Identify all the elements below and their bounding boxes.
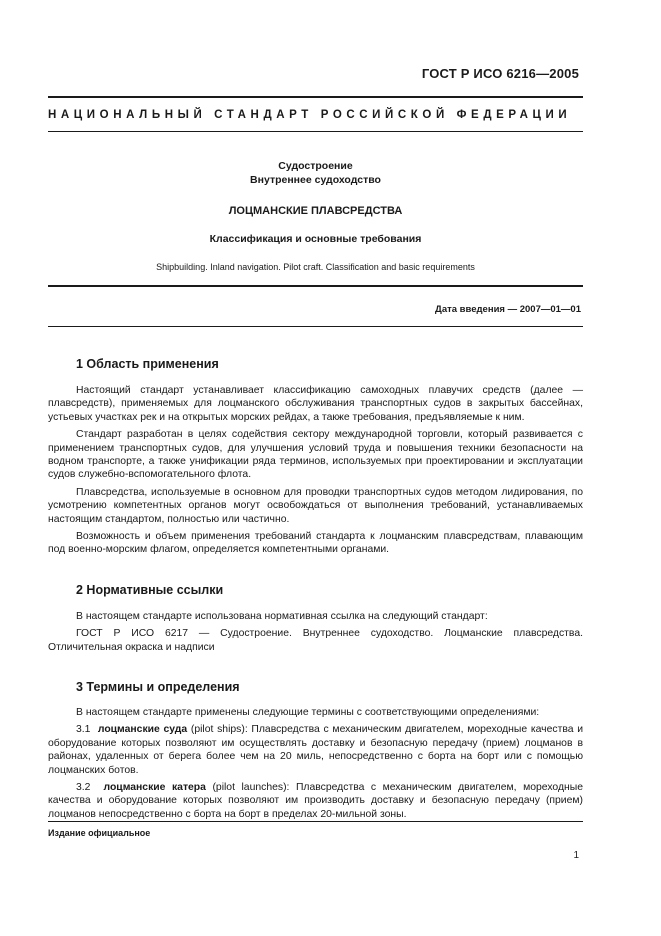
- section-1-heading: 1 Область применения: [76, 357, 219, 371]
- page-number: 1: [573, 850, 579, 861]
- term-definition-2: [48, 781, 583, 821]
- section-3-paragraph: В настоящем стандарте применены следующие термины с соответствующими определениями:: [76, 707, 540, 718]
- title-rule: [48, 285, 583, 287]
- section-3-body: [48, 706, 583, 825]
- edition-note: Издание официальное: [48, 828, 151, 838]
- section-3-heading: 3 Термины и определения: [76, 680, 240, 694]
- title-line-1: Судостроение: [278, 160, 353, 172]
- section-2-paragraph: ГОСТ Р ИСО 6217 — Судостроение. Внутреннее судоходство. Лоцманские плавсредства. Отличительная окраска и надписи: [48, 628, 583, 653]
- document-code: ГОСТ Р ИСО 6216—2005: [421, 66, 579, 81]
- effective-date: Дата введения — 2007—01—01: [435, 304, 581, 315]
- term-number: 3.2: [76, 782, 91, 794]
- section-2-heading: 2 Нормативные ссылки: [76, 583, 224, 597]
- header-rule-top: [48, 96, 583, 98]
- standard-banner: НАЦИОНАЛЬНЫЙ СТАНДАРТ РОССИЙСКОЙ ФЕДЕРАЦИИ: [48, 109, 572, 121]
- section-2-body: [48, 610, 583, 658]
- title-subtitle: Классификация и основные требования: [209, 233, 422, 245]
- title-english: Shipbuilding. Inland navigation. Pilot craft. Classification and basic requirements: [156, 262, 475, 272]
- term-text: (pilot ships): Плавсредства с механическим двигателем, мореходные качества и оборудование которых позволяют им осуществлять доставку и безопасную передачу (прием) лоцманов в районах, удаленных от берега более чем на 20 миль, непосредственно с борта на борт или с помощью лоцманских ботов.: [48, 724, 584, 776]
- footer-rule: [48, 821, 583, 822]
- term-name: лоцманские суда: [97, 724, 188, 736]
- section-1-body: [48, 384, 583, 561]
- section-1-paragraph: Настоящий стандарт устанавливает классификацию самоходных плавучих средств (далее — плавсредств), применяемых для лоцманского обслуживания транспортных судов в закрытых бассейнах, устьевых участках рек и на открытых морских рейдах, а также требования, предъявляемые к ним.: [48, 385, 583, 423]
- title-subject: [48, 159, 583, 187]
- section-1-paragraph: Плавсредства, используемые в основном для проводки транспортных судов методом лидирования, по усмотрению компетентных органов могут освобождаться от выполнения требований, устанавливаемых настоящим стандартом, полностью или частично.: [48, 486, 583, 525]
- section-2-paragraph: В настоящем стандарте использована нормативная ссылка на следующий стандарт:: [76, 611, 488, 622]
- title-main: ЛОЦМАНСКИЕ ПЛАВСРЕДСТВА: [228, 205, 403, 217]
- term-definition-1: [48, 723, 583, 777]
- term-text: (pilot launches): Плавсредства с механическим двигателем, мореходные качества и оборудование которых позволяют им производить доставку и безопасную передачу (прием) лоцманов непосредственно с борта на борт в пределах 20-мильной зоны.: [48, 782, 583, 820]
- title-line-2: Внутреннее судоходство: [250, 174, 381, 186]
- term-name: лоцманские катера: [103, 782, 206, 794]
- header-rule-bottom: [48, 131, 583, 132]
- section-1-paragraph: Стандарт разработан в целях содействия сектору международной торговли, который развивается с применением транспортных судов, для улучшения условий труда и повышения техники безопасности на водном транспорте, а также унификации ряда терминов, используемых при проектировании и эксплуатации судов служебно-вспомогательного флота.: [48, 429, 583, 481]
- term-number: 3.1: [76, 724, 91, 736]
- section-1-paragraph: Возможность и объем применения требований стандарта к лоцманским плавсредствам, плавающим под военно-морским флагом, определяется компетентными органами.: [48, 531, 583, 556]
- date-rule: [48, 326, 583, 327]
